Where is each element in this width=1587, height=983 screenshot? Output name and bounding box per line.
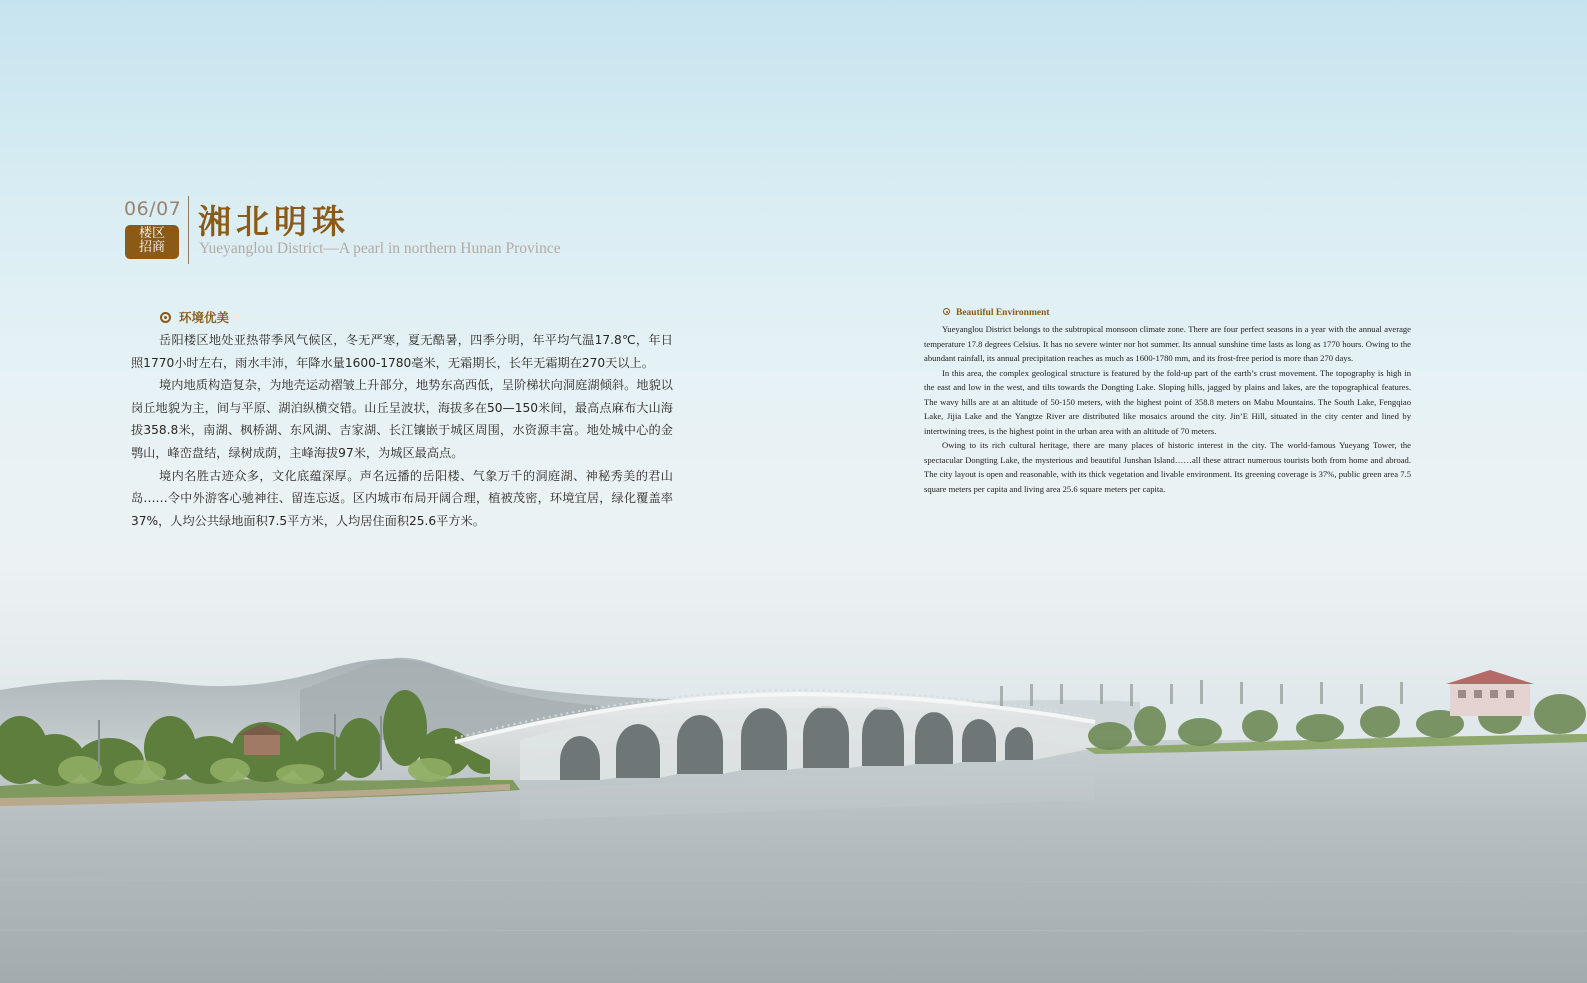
chinese-section-heading <box>160 308 229 326</box>
english-heading-text: Beautiful Environment <box>956 308 1050 318</box>
chinese-paragraph-3: 境内名胜古迹众多，文化底蕴深厚。声名远播的岳阳楼、气象万千的洞庭湖、神秘秀美的君山岛……令中外游客心驰神往、留连忘返。区内城市布局开阔合理，植被茂密，环境宜居，绿化覆盖率37%，人均公共绿地面积7.5平方米，人均居住面积25.6平方米。 <box>131 468 673 528</box>
circle-bullet-icon <box>943 308 950 315</box>
page-subtitle: Yueyanglou District—A pearl in northern Hunan Province <box>199 240 561 257</box>
chinese-paragraph-1: 岳阳楼区地处亚热带季风气候区，冬无严寒，夏无酷暑，四季分明，年平均气温17.8℃，年日照1770小时左右，雨水丰沛，年降水量1600-1780毫米，无霜期长，长年无霜期在270天以上。 <box>131 333 673 370</box>
badge-line-1: 楼区 <box>138 226 165 241</box>
english-paragraph-2: In this area, the complex geological structure is featured by the fold-up part of the earth’s crust movement. The topography is high in the east and low in the west, and tilts towards the Dongting Lake. Sloping hills, jagged by plains and lakes, are the topographical features. The wavy hills are at an altitude of 50-150 meters, with the highest point of 358.8 meters on Mabu Mountains. The South Lake, Fengqiao Lake, Jijia Lake and the Yangtze River are distributed like mosaics around the city. Jin’E Hill, situated in the city center and lined by intertwining trees, is the highest point in the urban area with an altitude of 70 meters. <box>924 367 1411 436</box>
page-title: 湘北明珠 <box>198 202 350 241</box>
circle-bullet-icon <box>160 312 171 323</box>
page-number: 06/07 <box>124 198 182 220</box>
section-badge <box>125 225 179 259</box>
english-paragraph-3: Owing to its rich cultural heritage, there are many places of historic interest in the city. The world-famous Yueyang Tower, the spectacular Dongting Lake, the mysterious and beautiful Junshan Island……all these attract numerous tourists both from home and abroad. The city layout is open and reasonable, with its thick vegetation and livable environment. Its greening coverage is 37%, public green area 7.5 square meters per capita and living area 25.6 square meters per capita. <box>924 440 1411 494</box>
chinese-heading-text: 环境优美 <box>179 310 230 325</box>
badge-line-2: 招商 <box>138 240 165 255</box>
chinese-body <box>131 329 673 532</box>
english-paragraph-1: Yueyanglou District belongs to the subtropical monsoon climate zone. There are four perfect seasons in a year with the annual average temperature 17.8 degrees Celsius. It has no severe winter nor hot summer. Its annual sunshine time lasts as long as 1770 hours. Owing to the abundant rainfall, its annual precipitation reaches as much as 1600-1780 mm, and its frost-free period is more than 270 days. <box>924 324 1411 363</box>
header-divider <box>188 196 189 264</box>
english-body <box>924 322 1411 496</box>
english-section-heading <box>943 308 1050 318</box>
chinese-paragraph-2: 境内地质构造复杂，为地壳运动褶皱上升部分，地势东高西低，呈阶梯状向洞庭湖倾斜。地貌以岗丘地貌为主，间与平原、湖泊纵横交错。山丘呈波状，海拔多在50—150米间，最高点麻布大山海拔358.8米，南湖、枫桥湖、东风湖、吉家湖、长江镶嵌于城区周围，水资源丰富。地处城中心的金鹗山，峰峦盘结，绿树成荫，主峰海拔97米，为城区最高点。 <box>131 378 673 460</box>
